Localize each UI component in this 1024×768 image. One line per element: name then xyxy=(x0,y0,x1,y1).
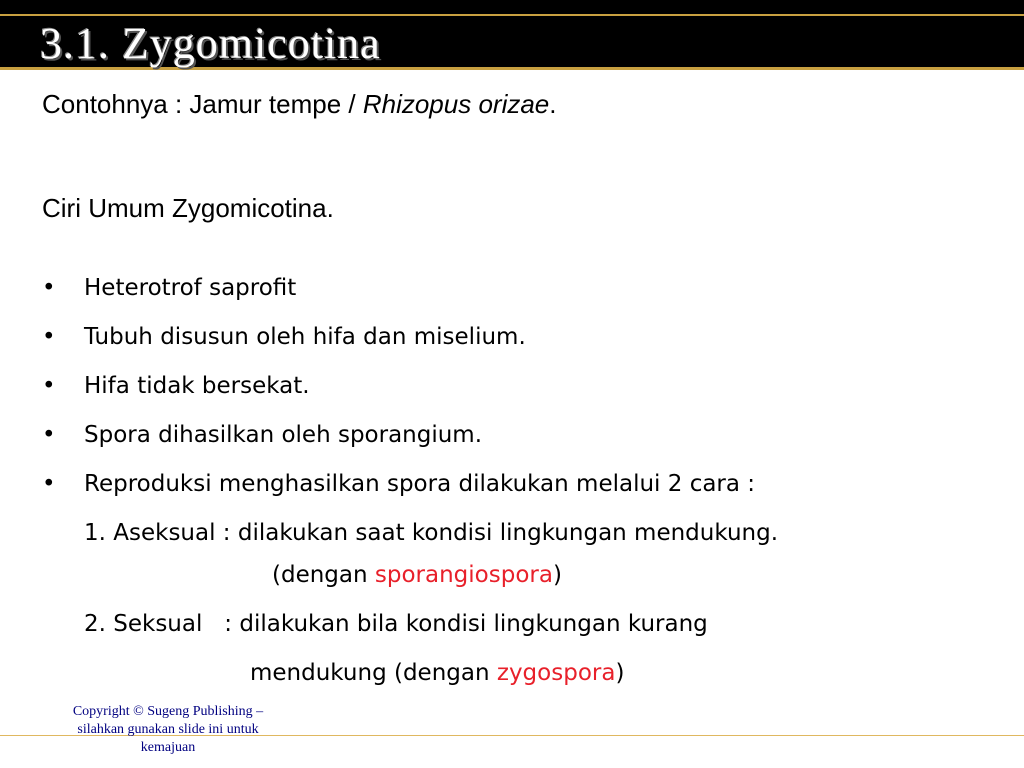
list-item-text: Spora dihasilkan oleh sporangium. xyxy=(84,422,483,448)
bullet-icon: • xyxy=(42,422,56,448)
list-item-text: Hifa tidak bersekat. xyxy=(84,373,310,399)
asexual-line: 1. Aseksual : dilakukan saat kondisi lingkungan mendukung. xyxy=(84,520,779,546)
bullet-icon: • xyxy=(42,275,56,301)
asexual-note-prefix: (dengan xyxy=(272,562,375,588)
list-item xyxy=(42,317,755,366)
intro-prefix: Contohnya : Jamur tempe / xyxy=(42,89,363,119)
title-rule-top xyxy=(0,14,1024,16)
list-item xyxy=(42,464,755,513)
sexual-note-suffix: ) xyxy=(615,660,625,686)
asexual-note xyxy=(272,555,562,595)
copyright-notice: Copyright © Sugeng Publishing – silahkan gunakan slide ini untuk kemajuan xyxy=(72,704,264,755)
intro-line xyxy=(42,86,557,122)
characteristics-list xyxy=(42,268,755,513)
sexual-note xyxy=(250,653,624,693)
sexual-line: 2. Seksual : dilakukan bila kondisi lingkungan kurang xyxy=(84,611,708,637)
sexual-spore-term: zygospora xyxy=(496,660,616,686)
list-item xyxy=(42,268,755,317)
list-item xyxy=(42,366,755,415)
list-item-text: Reproduksi menghasilkan spora dilakukan melalui 2 cara : xyxy=(84,471,756,497)
intro-suffix: . xyxy=(549,89,557,119)
slide-title: 3.1. Zygomicotina xyxy=(40,19,381,68)
list-item-text: Tubuh disusun oleh hifa dan miselium. xyxy=(84,324,526,350)
asexual-note-suffix: ) xyxy=(552,562,562,588)
bullet-icon: • xyxy=(42,471,56,497)
bullet-icon: • xyxy=(42,324,56,350)
bullet-icon: • xyxy=(42,373,56,399)
asexual-spore-term: sporangiospora xyxy=(374,562,553,588)
subheading: Ciri Umum Zygomicotina. xyxy=(42,193,334,223)
intro-species: Rhizopus orizae xyxy=(362,89,550,119)
sexual-note-prefix: mendukung (dengan xyxy=(250,660,497,686)
list-item xyxy=(42,415,755,464)
list-item-text: Heterotrof saprofit xyxy=(84,275,297,301)
